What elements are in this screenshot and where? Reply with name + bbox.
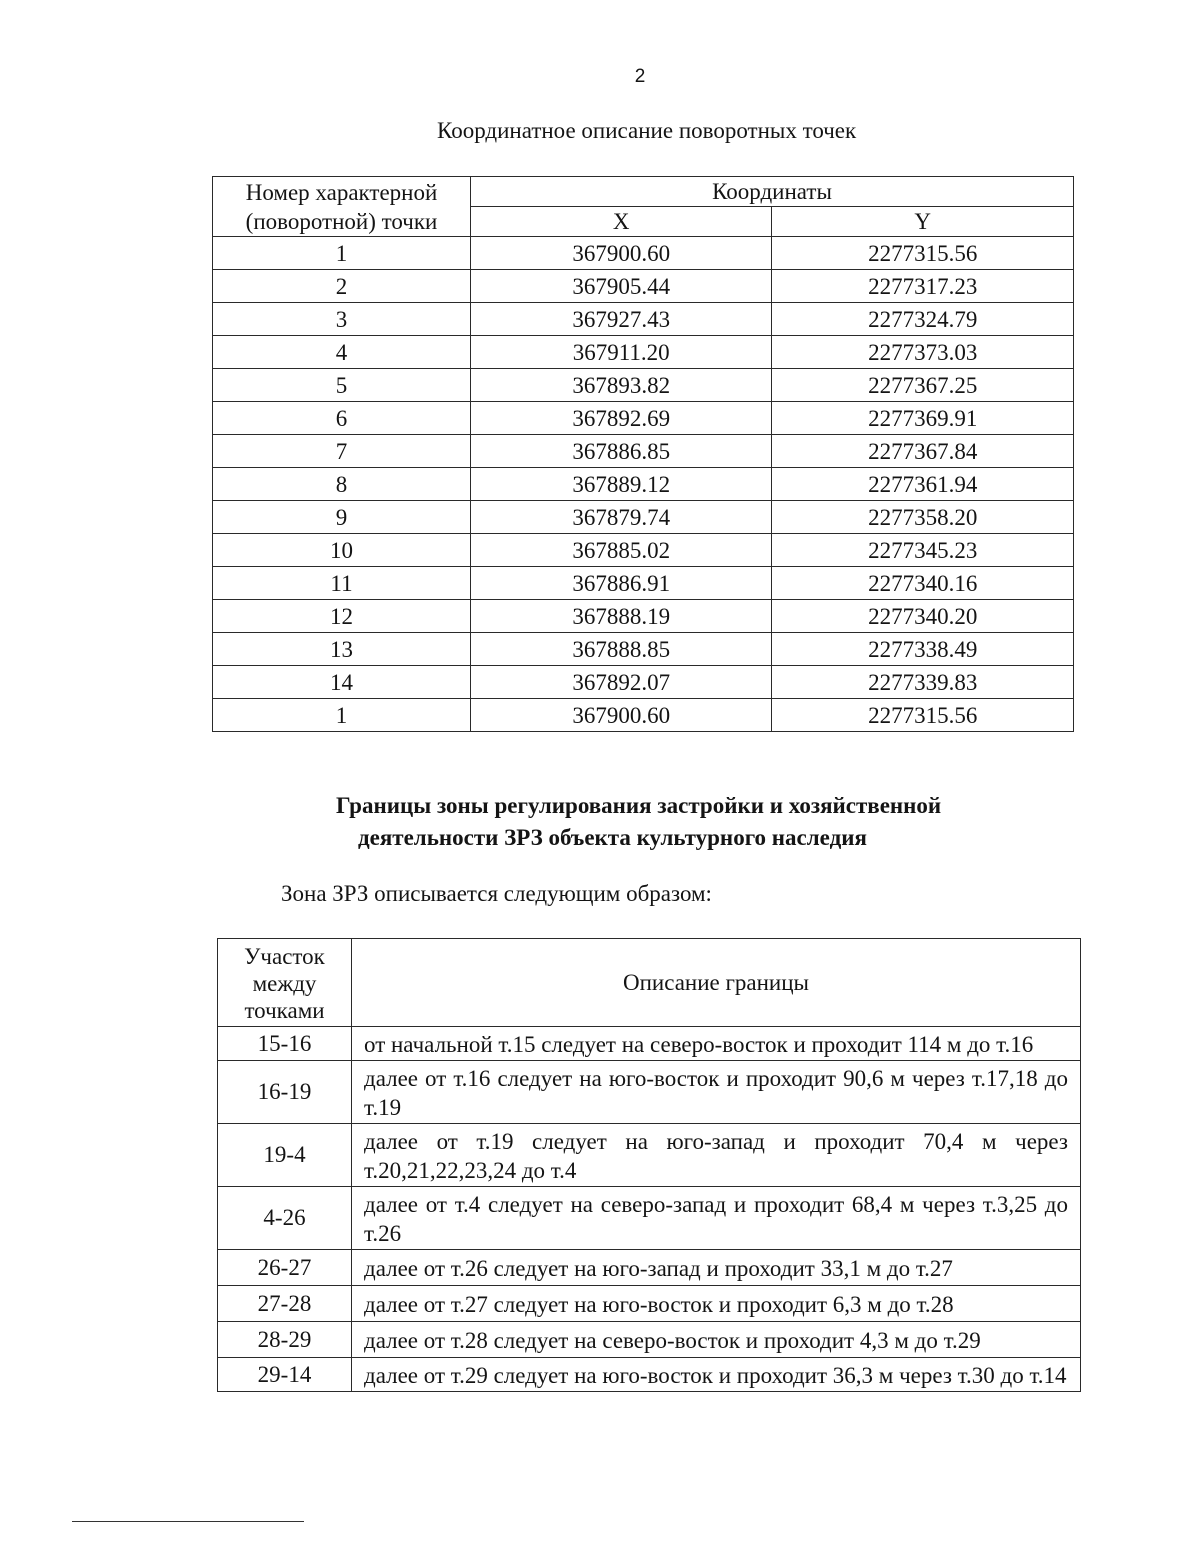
segment-cell: 27-28 (218, 1286, 352, 1322)
coordinates-table (212, 176, 1074, 732)
x-coordinate-cell: 367911.20 (471, 336, 772, 369)
point-number-cell: 1 (213, 237, 471, 270)
point-number-cell: 13 (213, 633, 471, 666)
x-coordinate-cell: 367888.19 (471, 600, 772, 633)
segment-cell: 29-14 (218, 1358, 352, 1392)
y-coordinate-cell: 2277358.20 (772, 501, 1074, 534)
y-header: Y (772, 207, 1074, 237)
segment-cell: 15-16 (218, 1027, 352, 1061)
point-number-cell: 11 (213, 567, 471, 600)
description-cell: далее от т.27 следует на юго-восток и проходит 6,3 м до т.28 (352, 1286, 1081, 1322)
y-coordinate-cell: 2277317.23 (772, 270, 1074, 303)
description-cell: далее от т.16 следует на юго-восток и проходит 90,6 м через т.17,18 до т.19 (352, 1061, 1081, 1124)
point-number-cell: 7 (213, 435, 471, 468)
point-number-cell: 5 (213, 369, 471, 402)
boundary-row (218, 1061, 1081, 1124)
x-coordinate-cell: 367927.43 (471, 303, 772, 336)
coordinate-row (213, 435, 1074, 468)
x-coordinate-cell: 367900.60 (471, 237, 772, 270)
point-number-cell: 8 (213, 468, 471, 501)
point-number-cell: 6 (213, 402, 471, 435)
x-coordinate-cell: 367889.12 (471, 468, 772, 501)
coordinate-row (213, 369, 1074, 402)
y-coordinate-cell: 2277367.25 (772, 369, 1074, 402)
description-cell: далее от т.4 следует на северо-запад и проходит 68,4 м через т.3,25 до т.26 (352, 1187, 1081, 1250)
boundary-row (218, 1322, 1081, 1358)
description-cell: далее от т.26 следует на юго-запад и проходит 33,1 м до т.27 (352, 1250, 1081, 1286)
segment-cell: 28-29 (218, 1322, 352, 1358)
x-coordinate-cell: 367905.44 (471, 270, 772, 303)
y-coordinate-cell: 2277338.49 (772, 633, 1074, 666)
boundary-row (218, 1124, 1081, 1187)
coordinates-header: Координаты (471, 177, 1074, 207)
zone-heading (300, 790, 1060, 854)
y-coordinate-cell: 2277339.83 (772, 666, 1074, 699)
y-coordinate-cell: 2277324.79 (772, 303, 1074, 336)
segment-header-line1: Участок (244, 944, 325, 969)
boundary-row (218, 1250, 1081, 1286)
y-coordinate-cell: 2277373.03 (772, 336, 1074, 369)
segment-header-line2: между (252, 971, 317, 996)
y-coordinate-cell: 2277315.56 (772, 699, 1074, 732)
boundary-row (218, 1358, 1081, 1392)
point-number-header-line2: (поворотной) точки (245, 209, 438, 234)
x-coordinate-cell: 367886.85 (471, 435, 772, 468)
segment-cell: 4-26 (218, 1187, 352, 1250)
coordinate-row (213, 666, 1074, 699)
footnote-separator (72, 1521, 304, 1522)
description-cell: от начальной т.15 следует на северо-восток и проходит 114 м до т.16 (352, 1027, 1081, 1061)
coordinate-row (213, 633, 1074, 666)
segment-cell: 16-19 (218, 1061, 352, 1124)
boundary-row (218, 1187, 1081, 1250)
point-number-cell: 3 (213, 303, 471, 336)
point-number-cell: 1 (213, 699, 471, 732)
x-coordinate-cell: 367886.91 (471, 567, 772, 600)
coordinates-title: Координатное описание поворотных точек (437, 118, 857, 143)
y-coordinate-cell: 2277361.94 (772, 468, 1074, 501)
segment-header-line3: точками (244, 998, 325, 1023)
point-number-header (213, 177, 471, 237)
y-coordinate-cell: 2277315.56 (772, 237, 1074, 270)
description-cell: далее от т.28 следует на северо-восток и проходит 4,3 м до т.29 (352, 1322, 1081, 1358)
boundary-row (218, 1027, 1081, 1061)
zone-heading-line2: деятельности ЗРЗ объекта культурного наследия (358, 825, 867, 850)
coordinate-row (213, 468, 1074, 501)
coordinate-row (213, 402, 1074, 435)
coordinate-row (213, 534, 1074, 567)
page-number: 2 (634, 66, 646, 87)
x-coordinate-cell: 367893.82 (471, 369, 772, 402)
point-number-cell: 9 (213, 501, 471, 534)
x-coordinate-cell: 367888.85 (471, 633, 772, 666)
x-coordinate-cell: 367892.69 (471, 402, 772, 435)
x-coordinate-cell: 367892.07 (471, 666, 772, 699)
coordinate-row (213, 336, 1074, 369)
coordinate-row (213, 501, 1074, 534)
point-number-header-line1: Номер характерной (245, 180, 438, 205)
description-cell: далее от т.19 следует на юго-запад и проходит 70,4 м через т.20,21,22,23,24 до т.4 (352, 1124, 1081, 1187)
coordinate-row (213, 567, 1074, 600)
point-number-cell: 4 (213, 336, 471, 369)
point-number-cell: 14 (213, 666, 471, 699)
segment-cell: 19-4 (218, 1124, 352, 1187)
coordinate-row (213, 699, 1074, 732)
coordinate-row (213, 270, 1074, 303)
description-cell: далее от т.29 следует на юго-восток и проходит 36,3 м через т.30 до т.14 (352, 1358, 1081, 1392)
segment-header (218, 939, 352, 1027)
x-coordinate-cell: 367885.02 (471, 534, 772, 567)
zone-intro: Зона ЗРЗ описывается следующим образом: (281, 881, 712, 906)
boundary-row (218, 1286, 1081, 1322)
point-number-cell: 10 (213, 534, 471, 567)
y-coordinate-cell: 2277340.16 (772, 567, 1074, 600)
x-coordinate-cell: 367900.60 (471, 699, 772, 732)
coordinate-row (213, 303, 1074, 336)
y-coordinate-cell: 2277369.91 (772, 402, 1074, 435)
segment-cell: 26-27 (218, 1250, 352, 1286)
zone-heading-line1: Границы зоны регулирования застройки и хозяйственной (336, 793, 942, 818)
point-number-cell: 12 (213, 600, 471, 633)
coordinate-row (213, 237, 1074, 270)
coordinate-row (213, 600, 1074, 633)
y-coordinate-cell: 2277367.84 (772, 435, 1074, 468)
description-header: Описание границы (352, 939, 1081, 1027)
y-coordinate-cell: 2277340.20 (772, 600, 1074, 633)
boundary-table (217, 938, 1081, 1392)
x-coordinate-cell: 367879.74 (471, 501, 772, 534)
x-header: X (471, 207, 772, 237)
point-number-cell: 2 (213, 270, 471, 303)
y-coordinate-cell: 2277345.23 (772, 534, 1074, 567)
